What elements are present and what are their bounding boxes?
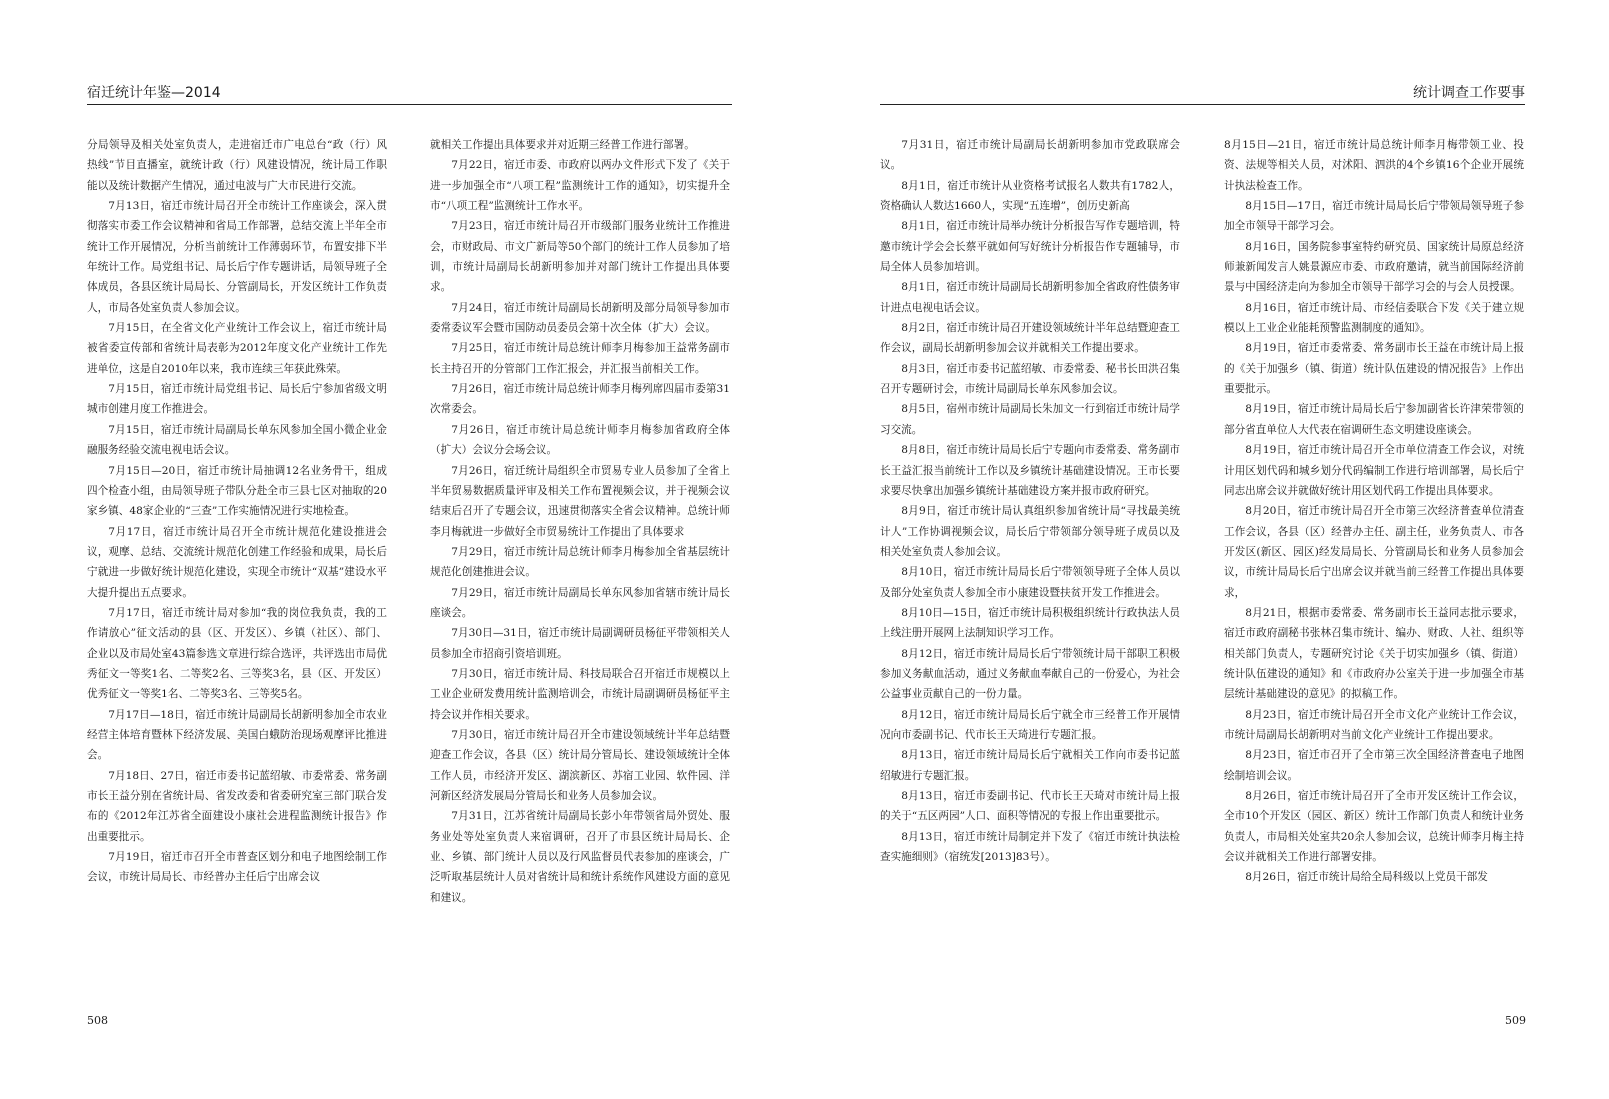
running-header-right: 统计调查工作要事 bbox=[880, 82, 1525, 105]
paragraph: 8月3日，宿迁市委书记蓝绍敏、市委常委、秘书长田洪召集召开专题研讨会，市统计局副局长单东风参加会议。 bbox=[880, 362, 1180, 396]
paragraph: 7月17日，宿迁市统计局对参加“我的岗位我负责，我的工作请放心”征文活动的县（区、开发区）、乡镇（社区）、部门、企业以及市局处室43篇参选文章进行综合选评，共评选出市局优秀征文一等奖1名、二等奖2名、三等奖3名，县（区、开发区）优秀征文一等奖1名、二等奖3名、三等奖5名。 bbox=[87, 606, 387, 701]
paragraph: 8月16日，宿迁市统计局、市经信委联合下发《关于建立规模以上工业企业能耗预警监测制度的通知》。 bbox=[1224, 301, 1524, 335]
right-page-column-2 bbox=[1224, 135, 1524, 888]
paragraph: 8月26日，宿迁市统计局召开了全市开发区统计工作会议，全市10个开发区（园区、新区）统计工作部门负责人和统计业务负责人，市局相关处室共20余人参加会议，总统计师李月梅主持会议并就相关工作进行部署安排。 bbox=[1224, 790, 1524, 864]
paragraph: 7月30日，宿迁市统计局、科技局联合召开宿迁市规模以上工业企业研发费用统计监测培训会，市统计局副调研员杨征平主持会议并作相关要求。 bbox=[430, 667, 730, 721]
paragraph: 7月19日，宿迁市召开全市普查区划分和电子地图绘制工作会议，市统计局局长、市经普办主任后宁出席会议 bbox=[87, 851, 387, 884]
paragraph: 7月31日，江苏省统计局副局长彭小年带领省局外贸处、服务业处等处室负责人来宿调研，召开了市县区统计局局长、企业、乡镇、部门统计人员以及行风监督员代表参加的座谈会，广泛听取基层统计人员对省统计局和统计系统作风建设方面的意见和建议。 bbox=[430, 810, 730, 904]
paragraph: 7月29日，宿迁市统计局副局长单东风参加省辖市统计局长座谈会。 bbox=[430, 586, 730, 619]
paragraph: 7月22日，宿迁市委、市政府以两办文件形式下发了《关于进一步加强全市“八项工程”监测统计工作的通知》，切实提升全市“八项工程”监测统计工作水平。 bbox=[430, 159, 730, 213]
right-page bbox=[805, 0, 1609, 1099]
paragraph: 8月12日，宿迁市统计局局长后宁就全市三经普工作开展情况向市委副书记、代市长王天琦进行专题汇报。 bbox=[880, 708, 1180, 741]
paragraph: 8月13日，宿迁市统计局局长后宁就相关工作向市委书记蓝绍敏进行专题汇报。 bbox=[880, 749, 1180, 782]
paragraph: 7月17日—18日，宿迁市统计局副局长胡新明参加全市农业经营主体培育暨林下经济发展、美国白蛾防治现场观摩评比推进会。 bbox=[87, 708, 387, 762]
paragraph: 就相关工作提出具体要求并对近期三经普工作进行部署。 bbox=[430, 139, 695, 151]
paragraph: 7月26日，宿迁市统计局总统计师李月梅列席四届市委第31次常委会。 bbox=[430, 383, 730, 416]
paragraph: 7月13日，宿迁市统计局召开全市统计工作座谈会，深入贯彻落实市委工作会议精神和省局工作部署，总结交流上半年全市统计工作开展情况，分析当前统计工作薄弱环节，布置安排下半年统计工作。局党组书记、局长后宁作专题讲话，局领导班子全体成员，各县区统计局局长、分管副局长，开发区统计工作负责人，市局各处室负责人参加会议。 bbox=[87, 200, 387, 314]
paragraph: 8月23日，宿迁市统计局召开全市文化产业统计工作会议，市统计局副局长胡新明对当前文化产业统计工作提出要求。 bbox=[1224, 708, 1524, 741]
paragraph: 8月5日，宿州市统计局副局长朱加文一行到宿迁市统计局学习交流。 bbox=[880, 403, 1180, 436]
paragraph: 7月30日，宿迁市统计局召开全市建设领域统计半年总结暨迎查工作会议，各县（区）统计局分管局长、建设领域统计全体工作人员，市经济开发区、湖滨新区、苏宿工业园、软件园、洋河新区经济发展局分管局长和业务人员参加会议。 bbox=[430, 728, 730, 802]
paragraph: 8月19日，宿迁市统计局局长后宁参加副省长许津荣带领的部分省直单位人大代表在宿调研生态文明建设座谈会。 bbox=[1224, 403, 1524, 436]
paragraph: 7月24日，宿迁市统计局副局长胡新明及部分局领导参加市委常委议军会暨市国防动员委员会第十次全体（扩大）会议。 bbox=[430, 301, 730, 335]
paragraph: 8月1日，宿迁市统计从业资格考试报名人数共有1782人，资格确认人数达1660人，实现“五连增”，创历史新高 bbox=[880, 179, 1180, 213]
paragraph: 7月26日，宿迁统计局组织全市贸易专业人员参加了全省上半年贸易数据质量评审及相关工作布置视频会议，并于视频会议结束后召开了专题会议，迅速贯彻落实全省会议精神。总统计师李月梅就进一步做好全市贸易统计工作提出了具体要求 bbox=[430, 464, 730, 538]
paragraph: 8月19日，宿迁市统计局召开全市单位清查工作会议，对统计用区划代码和城乡划分代码编制工作进行培训部署，局长后宁同志出席会议并就做好统计用区划代码工作提出具体要求。 bbox=[1224, 444, 1524, 497]
paragraph: 8月10日，宿迁市统计局局长后宁带领领导班子全体人员以及部分处室负责人参加全市小康建设暨扶贫开发工作推进会。 bbox=[880, 566, 1180, 599]
right-page-column-1 bbox=[880, 135, 1180, 867]
paragraph: 8月20日，宿迁市统计局召开全市第三次经济普查单位清查工作会议，各县（区）经普办主任、副主任，业务负责人、市各开发区(新区、园区)经发局局长、分管副局长和业务人员参加会议，市统计局局长后宁出席会议并就当前三经普工作提出具体要求， bbox=[1224, 505, 1524, 599]
paragraph: 7月15日—20日，宿迁市统计局抽调12名业务骨干，组成四个检查小组，由局领导班子带队分赴全市三县七区对抽取的20家乡镇、48家企业的“三查”工作实施情况进行实地检查。 bbox=[87, 464, 387, 518]
paragraph: 8月21日，根据市委常委、常务副市长王益同志批示要求，宿迁市政府副秘书张林召集市统计、编办、财政、人社、组织等相关部门负责人，专题研究讨论《关于切实加强乡（镇、街道）统计队伍建设的通知》和《市政府办公室关于进一步加强全市基层统计基础建设的意见》的拟稿工作。 bbox=[1224, 606, 1524, 701]
paragraph: 8月13日，宿迁市统计局制定并下发了《宿迁市统计执法检查实施细则》（宿统发[2013]83号）。 bbox=[880, 830, 1180, 864]
left-page-column-1 bbox=[87, 135, 387, 888]
paragraph: 7月31日，宿迁市统计局副局长胡新明参加市党政联席会议。 bbox=[880, 139, 1180, 172]
paragraph: 7月15日，宿迁市统计局党组书记、局长后宁参加省级文明城市创建月度工作推进会。 bbox=[87, 383, 387, 416]
paragraph: 8月10日—15日，宿迁市统计局积极组织统计行政执法人员上线注册开展网上法制知识学习工作。 bbox=[880, 606, 1180, 640]
left-page-column-2 bbox=[430, 135, 730, 908]
paragraph: 7月18日、27日，宿迁市委书记蓝绍敏、市委常委、常务副市长王益分别在省统计局、省发改委和省委研究室三部门联合发布的《2012年江苏省全面建设小康社会进程监测统计报告》作出重要批示。 bbox=[87, 769, 387, 843]
paragraph: 8月23日，宿迁市召开了全市第三次全国经济普查电子地图绘制培训会议。 bbox=[1224, 749, 1524, 782]
left-page bbox=[0, 0, 804, 1099]
paragraph: 7月15日，宿迁市统计局副局长单东风参加全国小微企业金融服务经验交流电视电话会议。 bbox=[87, 423, 387, 457]
paragraph: 8月2日，宿迁市统计局召开建设领域统计半年总结暨迎查工作会议，副局长胡新明参加会议并就相关工作提出要求。 bbox=[880, 322, 1180, 355]
paragraph: 7月29日，宿迁市统计局总统计师李月梅参加全省基层统计规范化创建推进会议。 bbox=[430, 545, 730, 579]
paragraph: 8月16日，国务院参事室特约研究员、国家统计局原总经济师兼新闻发言人姚景源应市委、市政府邀请，就当前国际经济前景与中国经济走向为参加全市领导干部学习会的与会人员授课。 bbox=[1224, 240, 1524, 294]
paragraph: 7月26日，宿迁市统计局总统计师李月梅参加省政府全体（扩大）会议分会场会议。 bbox=[430, 423, 730, 457]
paragraph: 8月8日，宿迁市统计局局长后宁专题向市委常委、常务副市长王益汇报当前统计工作以及乡镇统计基础建设情况。王市长要求要尽快拿出加强乡镇统计基础建设方案并报市政府研究。 bbox=[880, 444, 1180, 497]
paragraph: 7月17日，宿迁市统计局召开全市统计规范化建设推进会议，观摩、总结、交流统计规范化创建工作经验和成果，局长后宁就进一步做好统计规范化建设，实现全市统计“双基”建设水平大提升提出五点要求。 bbox=[87, 525, 387, 599]
paragraph: 8月1日，宿迁市统计局举办统计分析报告写作专题培训，特邀市统计学会会长蔡平就如何写好统计分析报告作专题辅导，市局全体人员参加培训。 bbox=[880, 220, 1180, 274]
page-number-left: 508 bbox=[87, 1014, 108, 1027]
page-number-right: 509 bbox=[1505, 1014, 1526, 1027]
paragraph: 7月30日—31日，宿迁市统计局副调研员杨征平带领相关人员参加全市招商引资培训班。 bbox=[430, 627, 730, 660]
running-header-left: 宿迁统计年鉴—2014 bbox=[87, 82, 732, 105]
paragraph: 7月15日，在全省文化产业统计工作会议上，宿迁市统计局被省委宣传部和省统计局表彰为2012年度文化产业统计工作先进单位，这是自2010年以来，我市连续三年获此殊荣。 bbox=[87, 322, 387, 375]
paragraph: 8月1日，宿迁市统计局副局长胡新明参加全省政府性债务审计进点电视电话会议。 bbox=[880, 281, 1180, 314]
paragraph: 8月9日，宿迁市统计局认真组织参加省统计局“寻找最美统计人”工作协调视频会议，局长后宁带领部分领导班子成员以及相关处室负责人参加会议。 bbox=[880, 505, 1180, 558]
paragraph: 分局领导及相关处室负责人，走进宿迁市广电总台“政（行）风热线”节目直播室，就统计政（行）风建设情况，统计局工作职能以及统计数据产生情况，通过电波与广大市民进行交流。 bbox=[87, 139, 387, 192]
paragraph: 8月26日，宿迁市统计局给全局科级以上党员干部发 bbox=[1245, 871, 1488, 884]
paragraph: 8月15日—21日，宿迁市统计局总统计师李月梅带领工业、投资、法规等相关人员，对沭阳、泗洪的4个乡镇16个企业开展统计执法检查工作。 bbox=[1224, 139, 1524, 192]
paragraph: 7月25日，宿迁市统计局总统计师李月梅参加王益常务副市长主持召开的分管部门工作汇报会，并汇报当前相关工作。 bbox=[430, 342, 730, 375]
paragraph: 8月19日，宿迁市委常委、常务副市长王益在市统计局上报的《关于加强乡（镇、街道）统计队伍建设的情况报告》上作出重要批示。 bbox=[1224, 342, 1524, 396]
paragraph: 7月23日，宿迁市统计局召开市级部门服务业统计工作推进会，市财政局、市文广新局等50个部门的统计工作人员参加了培训，市统计局副局长胡新明参加并对部门统计工作提出具体要求。 bbox=[430, 220, 730, 294]
paragraph: 8月12日，宿迁市统计局局长后宁带领统计局干部职工积极参加义务献血活动，通过义务献血奉献自己的一份爱心，为社会公益事业贡献自己的一份力量。 bbox=[880, 647, 1180, 701]
paragraph: 8月15日—17日，宿迁市统计局局长后宁带领局领导班子参加全市领导干部学习会。 bbox=[1224, 200, 1524, 233]
paragraph: 8月13日，宿迁市委副书记、代市长王天琦对市统计局上报的关于“五区两园”人口、面积等情况的专报上作出重要批示。 bbox=[880, 790, 1180, 823]
